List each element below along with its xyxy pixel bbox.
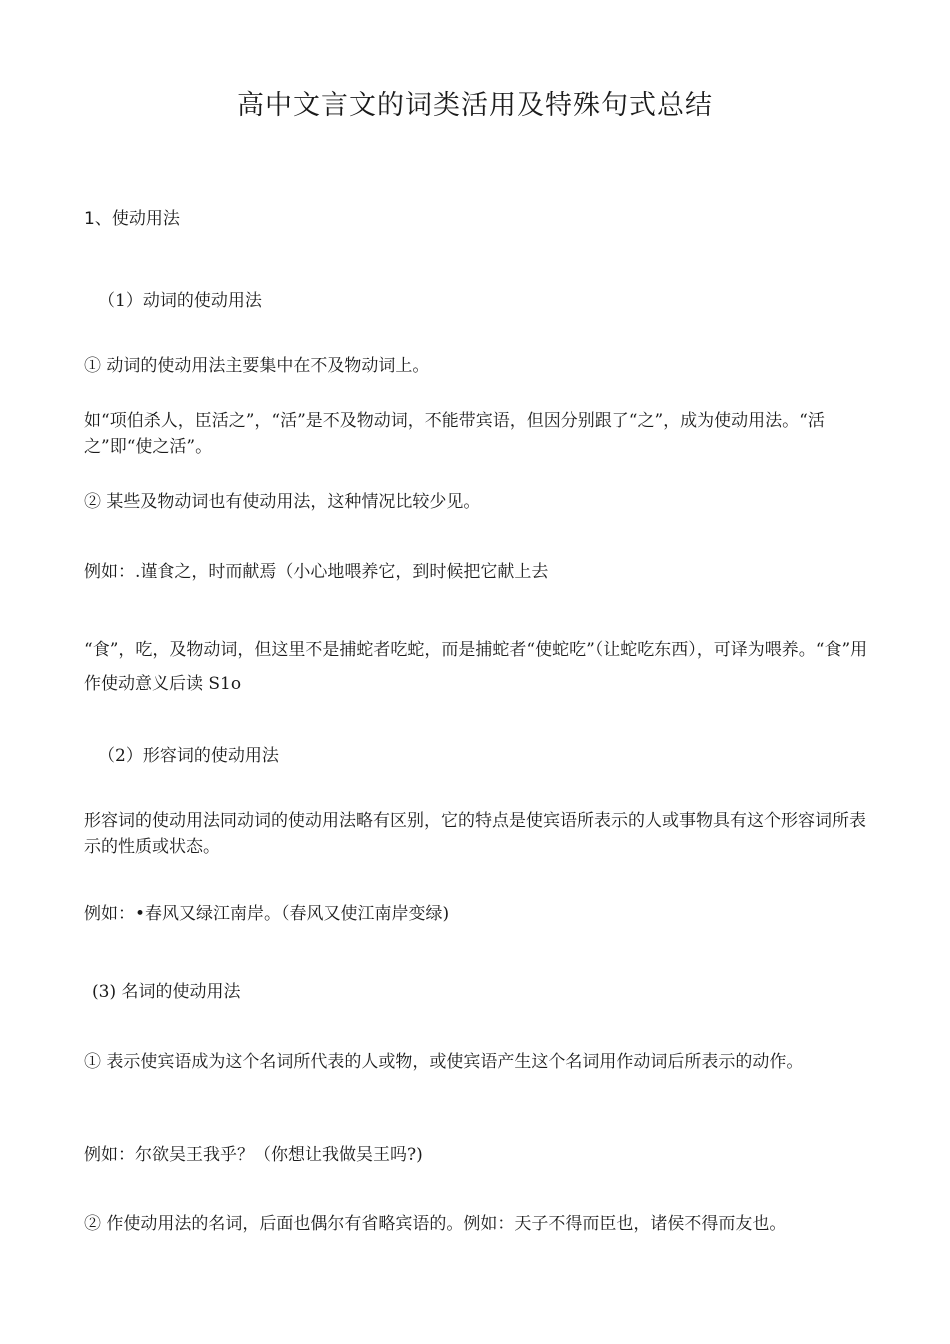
paragraph-noun-point-2: ② 作使动用法的名词，后面也偶尔有省略宾语的。例如：天子不得而臣也，诸侯不得而友也。 (84, 1214, 787, 1234)
paragraph-verb-point-1: ① 动词的使动用法主要集中在不及物动词上。 (84, 356, 430, 376)
paragraph-adjective-example: 例如：•春风又绿江南岸。（春风又使江南岸变绿) (84, 904, 450, 924)
document-title: 高中文言文的词类活用及特殊句式总结 (237, 90, 713, 121)
subheading-noun-causative: (3) 名词的使动用法 (92, 982, 241, 1002)
paragraph-verb-explanation: “食”，吃，及物动词，但这里不是捕蛇者吃蛇，而是捕蛇者“使蛇吃”（让蛇吃东西），可译为喂养。“食”用作使动意义后读 S1o (84, 640, 868, 694)
paragraph-noun-example: 例如：尔欲吴王我乎？（你想让我做吴王吗?) (84, 1145, 423, 1165)
subheading-verb-causative: （1）动词的使动用法 (98, 291, 262, 311)
subheading-adjective-causative: （2）形容词的使动用法 (98, 746, 279, 766)
section-heading-causative: 1、使动用法 (84, 209, 180, 229)
paragraph-verb-example-1: 如“项伯杀人，臣活之”，“活”是不及物动词，不能带宾语，但因分别跟了“之”，成为使动用法。“活之”即“使之活”。 (84, 411, 825, 457)
paragraph-noun-point-1: ① 表示使宾语成为这个名词所代表的人或物，或使宾语产生这个名词用作动词后所表示的动作。 (84, 1052, 804, 1072)
paragraph-verb-point-2: ② 某些及物动词也有使动用法，这种情况比较少见。 (84, 492, 481, 512)
paragraph-verb-example-2: 例如：.谨食之，时而献焉（小心地喂养它，到时候把它献上去 (84, 562, 549, 582)
paragraph-adjective-definition: 形容词的使动用法同动词的使动用法略有区别，它的特点是使宾语所表示的人或事物具有这个形容词所表示的性质或状态。 (84, 811, 866, 857)
